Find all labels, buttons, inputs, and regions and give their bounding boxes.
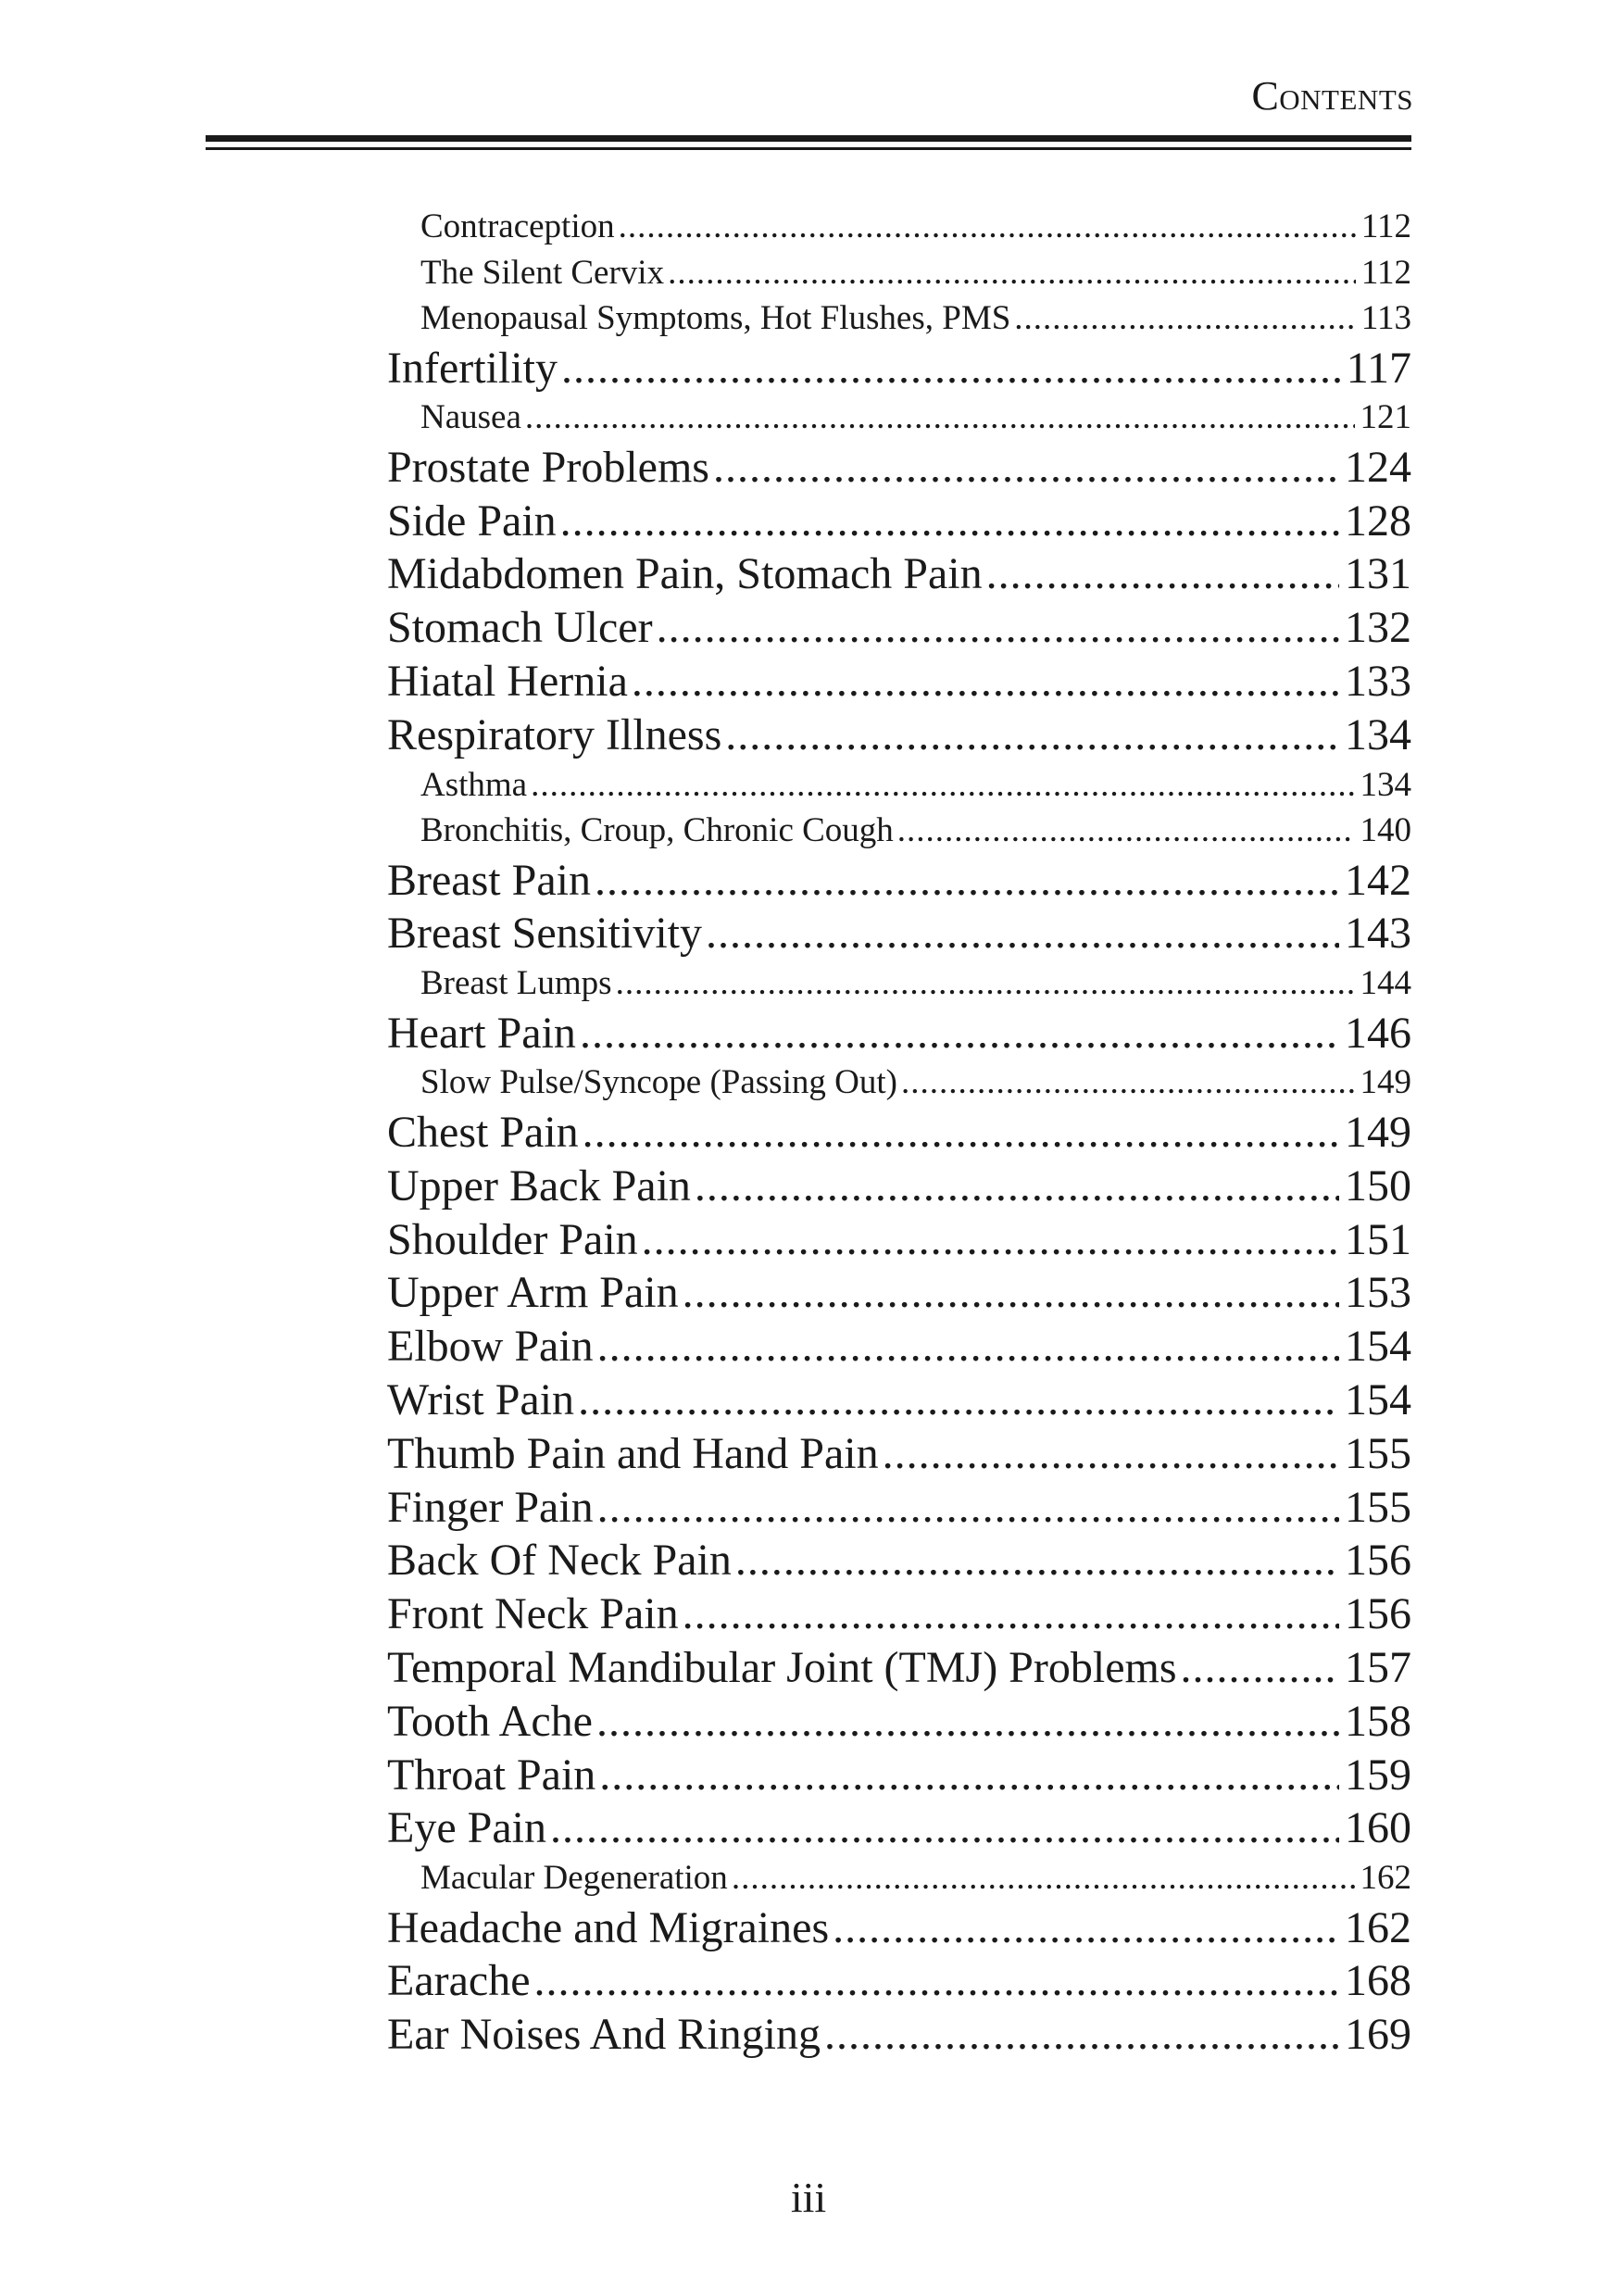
toc-entry (387, 342, 1411, 395)
toc-entry-title: Throat Pain (387, 1750, 596, 1800)
toc-subentry (387, 295, 1411, 342)
toc-entry-title: Heart Pain (387, 1008, 576, 1058)
toc-entry-page: 112 (1360, 207, 1411, 245)
toc-entry-title: Bronchitis, Croup, Chronic Cough (420, 811, 894, 850)
toc-entry (387, 1481, 1411, 1535)
toc-entry-title: Earache (387, 1956, 531, 2006)
toc-entry-title: Eye Pain (387, 1803, 546, 1853)
toc-subentry (387, 762, 1411, 809)
toc-entry-title: Finger Pain (387, 1482, 594, 1532)
toc-entry-title: Thumb Pain and Hand Pain (387, 1428, 879, 1478)
toc-subentry (387, 1060, 1411, 1106)
toc-entry-title: Nausea (420, 398, 521, 437)
toc-entry (387, 709, 1411, 762)
toc-entry-page: 128 (1345, 496, 1411, 546)
toc-dot-leader (596, 1695, 1339, 1749)
toc-entry-page: 133 (1345, 656, 1411, 706)
toc-entry-page: 158 (1345, 1696, 1411, 1746)
toc-dot-leader (595, 854, 1339, 908)
toc-entry-page: 160 (1345, 1803, 1411, 1853)
toc-entry (387, 854, 1411, 908)
toc-entry (387, 601, 1411, 655)
toc-entry-page: 134 (1345, 709, 1411, 759)
toc-entry (387, 1007, 1411, 1060)
toc-entry-title: Chest Pain (387, 1107, 579, 1157)
toc-entry-page: 142 (1345, 855, 1411, 905)
toc-entry-title: Front Neck Pain (387, 1589, 679, 1639)
toc-entry-title: Respiratory Illness (387, 709, 722, 759)
toc-dot-leader (824, 2008, 1339, 2062)
toc-dot-leader (735, 1534, 1339, 1587)
toc-entry (387, 547, 1411, 601)
toc-entry-title: Hiatal Hernia (387, 656, 628, 706)
toc-entry-title: Tooth Ache (387, 1696, 593, 1746)
toc-entry-title: Prostate Problems (387, 442, 709, 492)
toc-entry (387, 441, 1411, 495)
toc-dot-leader (525, 395, 1355, 441)
toc-entry-page: 146 (1345, 1008, 1411, 1058)
toc-dot-leader (683, 1266, 1339, 1320)
toc-entry-page: 162 (1345, 1902, 1411, 1952)
toc-entry-page: 156 (1345, 1536, 1411, 1586)
toc-entry-title: Upper Back Pain (387, 1161, 691, 1211)
toc-dot-leader (713, 441, 1339, 495)
toc-entry (387, 495, 1411, 548)
toc-entry-title: Slow Pulse/Syncope (Passing Out) (420, 1063, 897, 1102)
toc-entry-page: 134 (1360, 765, 1411, 804)
toc-entry (387, 1266, 1411, 1320)
toc-dot-leader (901, 1060, 1355, 1106)
toc-entry (387, 1954, 1411, 2008)
toc-entry (387, 1587, 1411, 1641)
toc-entry (387, 1901, 1411, 1955)
toc-entry-page: 156 (1345, 1589, 1411, 1639)
toc-entry-title: Midabdomen Pain, Stomach Pain (387, 549, 983, 599)
toc-entry-title: Breast Pain (387, 855, 591, 905)
toc-dot-leader (883, 1427, 1339, 1481)
toc-entry-title: Breast Sensitivity (387, 909, 702, 959)
toc-dot-leader (683, 1587, 1339, 1641)
toc-entry-title: Headache and Migraines (387, 1902, 830, 1952)
toc-entry (387, 1213, 1411, 1267)
toc-entry-title: Back Of Neck Pain (387, 1536, 732, 1586)
toc-entry-title: Upper Arm Pain (387, 1268, 679, 1318)
toc-entry-title: Shoulder Pain (387, 1214, 638, 1264)
toc-entry-page: 153 (1345, 1268, 1411, 1318)
toc-entry (387, 1106, 1411, 1160)
toc-entry (387, 1160, 1411, 1213)
toc-dot-leader (897, 808, 1355, 854)
toc-entry-page: 154 (1345, 1374, 1411, 1424)
toc-entry-page: 162 (1360, 1859, 1411, 1898)
toc-entry (387, 1534, 1411, 1587)
toc-entry-page: 113 (1360, 299, 1411, 337)
toc-dot-leader (599, 1749, 1339, 1802)
toc-entry-page: 169 (1345, 2010, 1411, 2060)
toc-entry-page: 150 (1345, 1161, 1411, 1211)
toc-entry-page: 124 (1345, 442, 1411, 492)
toc-dot-leader (616, 960, 1355, 1007)
toc-entry-page: 149 (1345, 1107, 1411, 1157)
toc-subentry (387, 395, 1411, 441)
toc-dot-leader (583, 1106, 1339, 1160)
toc-dot-leader (833, 1901, 1339, 1955)
toc-dot-leader (561, 342, 1341, 395)
toc-dot-leader (725, 709, 1339, 762)
toc-entry-page: 131 (1345, 549, 1411, 599)
toc-entry-page: 155 (1345, 1428, 1411, 1478)
toc-dot-leader (706, 907, 1339, 960)
toc-dot-leader (531, 762, 1354, 809)
toc-entry-title: Breast Lumps (420, 964, 612, 1003)
toc-entry-title: Asthma (420, 765, 528, 804)
toc-subentry (387, 250, 1411, 296)
toc-entry-title: Elbow Pain (387, 1322, 594, 1372)
toc-dot-leader (632, 655, 1339, 709)
toc-dot-leader (732, 1855, 1355, 1901)
toc-entry-page: 132 (1345, 603, 1411, 653)
toc-entry-page: 159 (1345, 1750, 1411, 1800)
toc-dot-leader (534, 1954, 1339, 2008)
toc-dot-leader (578, 1374, 1339, 1427)
toc-entry-title: Side Pain (387, 496, 557, 546)
toc-entry (387, 1427, 1411, 1481)
table-of-contents (387, 204, 1411, 2062)
toc-entry-page: 149 (1360, 1063, 1411, 1102)
toc-entry (387, 1801, 1411, 1855)
toc-dot-leader (986, 547, 1339, 601)
toc-entry (387, 1374, 1411, 1427)
toc-entry-title: Menopausal Symptoms, Hot Flushes, PMS (420, 299, 1011, 337)
toc-dot-leader (695, 1160, 1339, 1213)
toc-entry-page: 140 (1360, 811, 1411, 850)
toc-entry-page: 144 (1360, 964, 1411, 1003)
toc-entry-page: 154 (1345, 1322, 1411, 1372)
header-rule-thick (206, 135, 1411, 142)
toc-dot-leader (642, 1213, 1339, 1267)
toc-dot-leader (1014, 295, 1356, 342)
toc-entry-title: Ear Noises And Ringing (387, 2010, 821, 2060)
toc-entry (387, 907, 1411, 960)
toc-entry-title: Temporal Mandibular Joint (TMJ) Problems (387, 1642, 1177, 1692)
toc-subentry (387, 808, 1411, 854)
toc-entry-title: Wrist Pain (387, 1374, 575, 1424)
toc-entry-page: 117 (1346, 343, 1411, 393)
header-title: Contents (1251, 73, 1413, 119)
toc-dot-leader (597, 1481, 1339, 1535)
toc-dot-leader (550, 1801, 1339, 1855)
toc-entry-title: Contraception (420, 207, 615, 245)
toc-dot-leader (668, 250, 1356, 296)
toc-entry-title: Macular Degeneration (420, 1859, 728, 1898)
toc-subentry (387, 204, 1411, 250)
toc-dot-leader (619, 204, 1356, 250)
toc-entry-title: Infertility (387, 343, 558, 393)
toc-entry-page: 121 (1360, 398, 1411, 437)
header-rule-thin (206, 147, 1411, 150)
toc-dot-leader (580, 1007, 1339, 1060)
toc-entry (387, 1749, 1411, 1802)
toc-entry-title: Stomach Ulcer (387, 603, 653, 653)
toc-dot-leader (560, 495, 1339, 548)
toc-entry-title: The Silent Cervix (420, 253, 665, 292)
toc-entry-page: 151 (1345, 1214, 1411, 1264)
toc-dot-leader (597, 1320, 1339, 1374)
toc-entry-page: 155 (1345, 1482, 1411, 1532)
toc-entry-page: 168 (1345, 1956, 1411, 2006)
toc-entry-page: 143 (1345, 909, 1411, 959)
toc-entry-page: 112 (1360, 253, 1411, 292)
toc-entry (387, 1695, 1411, 1749)
toc-subentry (387, 960, 1411, 1007)
toc-entry-page: 157 (1345, 1642, 1411, 1692)
toc-entry (387, 655, 1411, 709)
toc-entry (387, 1320, 1411, 1374)
toc-dot-leader (1181, 1641, 1339, 1695)
toc-dot-leader (657, 601, 1339, 655)
toc-subentry (387, 1855, 1411, 1901)
toc-entry (387, 1641, 1411, 1695)
page-number: iii (790, 2174, 827, 2221)
toc-entry (387, 2008, 1411, 2062)
